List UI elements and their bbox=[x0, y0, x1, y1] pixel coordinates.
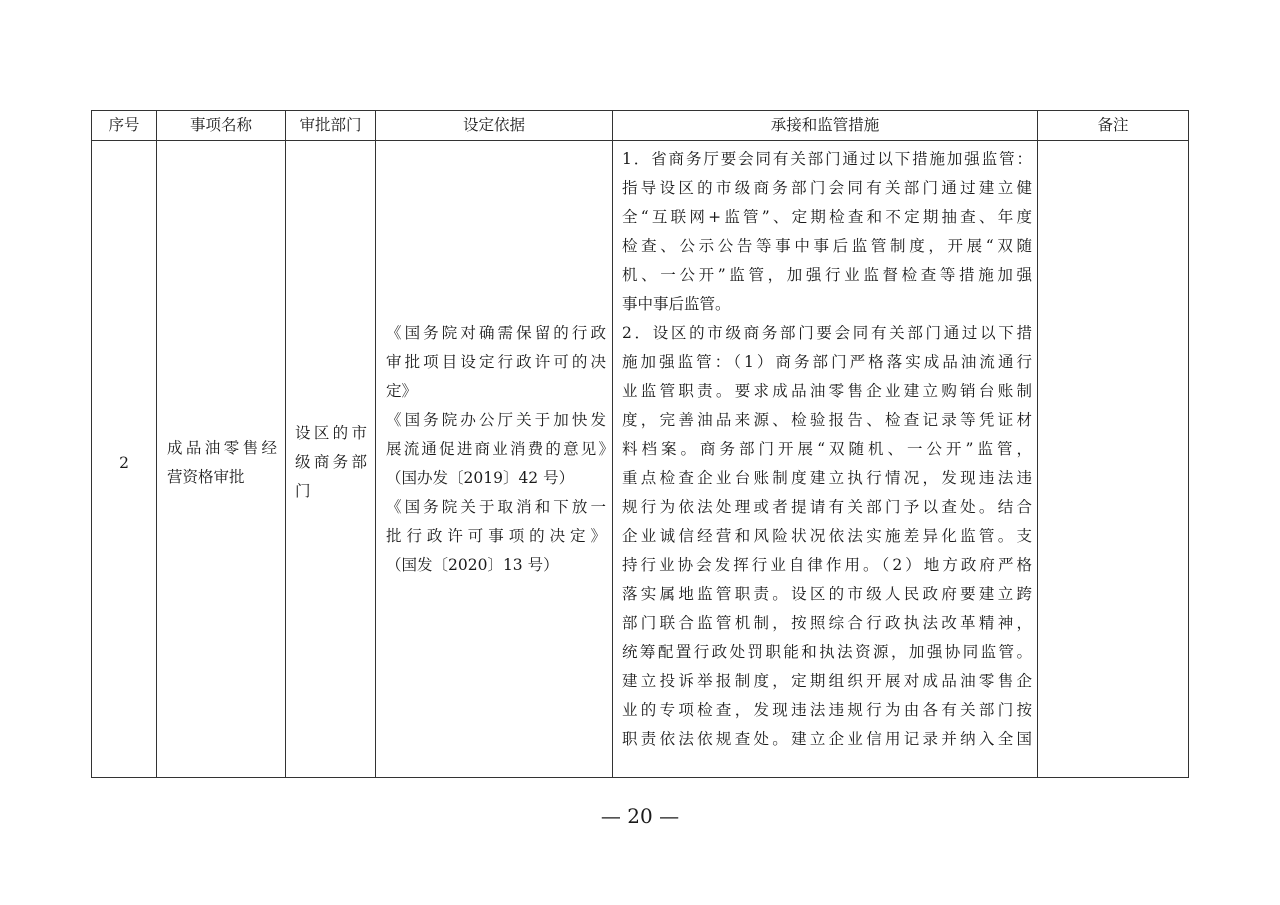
measures-line: 1．省商务厅要会同有关部门通过以下措施加强监管： bbox=[622, 150, 1032, 168]
department-line: 设区的市 bbox=[295, 424, 367, 442]
measures bbox=[622, 145, 1032, 754]
department bbox=[295, 419, 367, 506]
header-remarks: 备注 bbox=[1097, 116, 1129, 134]
basis-line: 批行政许可事项的决定》 bbox=[386, 527, 606, 545]
measures-line: 业监管职责。要求成品油零售企业建立购销台账制 bbox=[622, 382, 1032, 400]
header-measures: 承接和监管措施 bbox=[770, 116, 880, 134]
basis-line: 《国务院对确需保留的行政 bbox=[386, 324, 606, 342]
basis-line: （国办发〔2019〕42 号） bbox=[386, 469, 575, 487]
basis bbox=[386, 319, 614, 580]
measures-line: 职责依法依规查处。建立企业信用记录并纳入全国 bbox=[622, 730, 1032, 748]
measures-line: 业的专项检查，发现违法违规行为由各有关部门按 bbox=[622, 701, 1032, 719]
item-name-line: 营资格审批 bbox=[167, 468, 245, 486]
column-divider bbox=[156, 111, 157, 777]
measures-line: 事中事后监管。 bbox=[622, 295, 731, 313]
measures-line: 施加强监管：（1）商务部门严格落实成品油流通行 bbox=[622, 353, 1032, 371]
row-number: 2 bbox=[119, 454, 129, 472]
page-number: — 20 — bbox=[600, 804, 680, 828]
basis-line: （国发〔2020〕13 号） bbox=[386, 556, 559, 574]
basis-line: 审批项目设定行政许可的决 bbox=[386, 353, 606, 371]
measures-line: 全“互联网+监管”、定期检查和不定期抽查、年度 bbox=[622, 208, 1032, 226]
item-name bbox=[167, 434, 277, 492]
measures-line: 企业诚信经营和风险状况依法实施差异化监管。支 bbox=[622, 527, 1032, 545]
column-divider bbox=[375, 111, 376, 777]
department-line: 级商务部 bbox=[295, 453, 367, 471]
header-number: 序号 bbox=[108, 116, 140, 134]
measures-line: 度，完善油品来源、检验报告、检查记录等凭证材 bbox=[622, 411, 1032, 429]
approval-items-table bbox=[91, 110, 1189, 778]
basis-line: 《国务院办公厅关于加快发 bbox=[386, 411, 606, 429]
column-divider bbox=[285, 111, 286, 777]
measures-line: 部门联合监管机制，按照综合行政执法改革精神， bbox=[622, 614, 1032, 632]
measures-line: 机、一公开”监管，加强行业监督检查等措施加强 bbox=[622, 266, 1032, 284]
measures-line: 2．设区的市级商务部门要会同有关部门通过以下措 bbox=[622, 324, 1032, 342]
basis-line: 《国务院关于取消和下放一 bbox=[386, 498, 606, 516]
measures-line: 检查、公示公告等事中事后监管制度，开展“双随 bbox=[622, 237, 1032, 255]
measures-line: 落实属地监管职责。设区的市级人民政府要建立跨 bbox=[622, 585, 1032, 603]
basis-line: 定》 bbox=[386, 382, 418, 400]
measures-line: 规行为依法处理或者提请有关部门予以查处。结合 bbox=[622, 498, 1032, 516]
measures-line: 指导设区的市级商务部门会同有关部门通过建立健 bbox=[622, 179, 1032, 197]
column-divider bbox=[1037, 111, 1038, 777]
measures-line: 建立投诉举报制度，定期组织开展对成品油零售企 bbox=[622, 672, 1032, 690]
header-basis: 设定依据 bbox=[462, 116, 525, 134]
measures-line: 料档案。商务部门开展“双随机、一公开”监管， bbox=[622, 440, 1032, 458]
item-name-line: 成品油零售经 bbox=[167, 439, 277, 457]
header-divider bbox=[92, 140, 1188, 141]
department-line: 门 bbox=[295, 482, 311, 500]
measures-line: 持行业协会发挥行业自律作用。（2）地方政府严格 bbox=[622, 556, 1032, 574]
basis-line: 展流通促进商业消费的意见》 bbox=[386, 440, 614, 458]
header-department: 审批部门 bbox=[299, 116, 362, 134]
header-item-name: 事项名称 bbox=[189, 116, 252, 134]
measures-line: 统筹配置行政处罚职能和执法资源，加强协同监管。 bbox=[622, 643, 1032, 661]
measures-line: 重点检查企业台账制度建立执行情况，发现违法违 bbox=[622, 469, 1032, 487]
